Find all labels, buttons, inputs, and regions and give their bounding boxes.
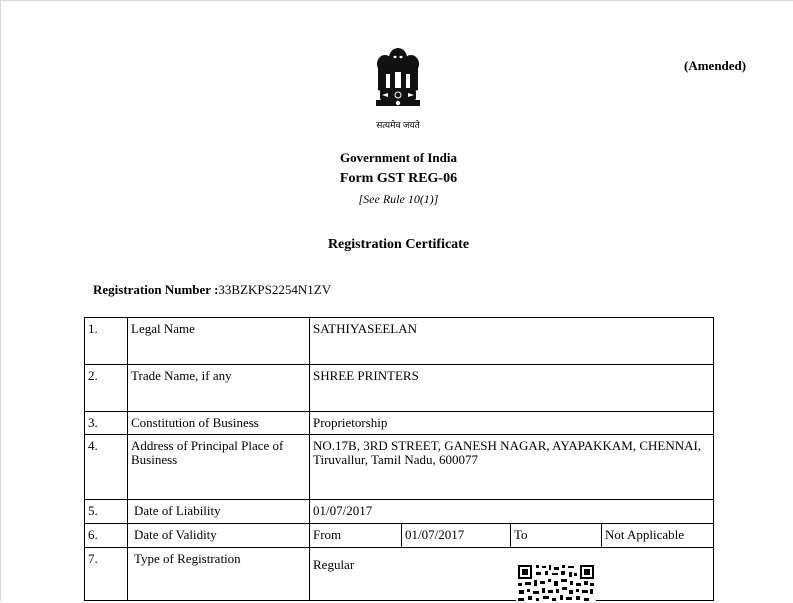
registration-number-value: 33BZKPS2254N1ZV (218, 282, 332, 297)
table-row (85, 318, 714, 365)
table-row (85, 548, 714, 601)
table-row (85, 412, 714, 435)
validity-from-label: From (310, 524, 402, 548)
table-row (85, 524, 714, 548)
liability-date-value: 01/07/2017 (310, 500, 714, 524)
registration-number-label: Registration Number : (93, 282, 219, 297)
certificate-title: Registration Certificate (327, 237, 470, 252)
row-number: 2. (85, 365, 128, 412)
row-label: Date of Validity (128, 524, 310, 548)
validity-to-label: To (511, 524, 602, 548)
legal-name-value: SATHIYASEELAN (310, 318, 714, 365)
table-row (85, 500, 714, 524)
trade-name-value: SHREE PRINTERS (310, 365, 714, 412)
row-label: Address of Principal Place of Business (128, 435, 310, 500)
registration-details-table (84, 317, 714, 601)
row-label: Date of Liability (128, 500, 310, 524)
row-number: 5. (85, 500, 128, 524)
row-number: 4. (85, 435, 128, 500)
row-number: 6. (85, 524, 128, 548)
government-heading: Government of India (340, 150, 457, 165)
constitution-value: Proprietorship (310, 412, 714, 435)
table-row (85, 435, 714, 500)
row-number: 1. (85, 318, 128, 365)
address-value: NO.17B, 3RD STREET, GANESH NAGAR, AYAPAKKAM, CHENNAI, Tiruvallur, Tamil Nadu, 600077 (310, 435, 714, 500)
amended-label: (Amended) (684, 58, 747, 73)
rule-reference: [See Rule 10(1)] (358, 192, 439, 206)
row-number: 3. (85, 412, 128, 435)
row-label: Legal Name (128, 318, 310, 365)
validity-to-value: Not Applicable (602, 524, 714, 548)
row-label: Constitution of Business (128, 412, 310, 435)
row-number: 7. (85, 548, 128, 601)
validity-from-value: 01/07/2017 (402, 524, 511, 548)
row-label: Trade Name, if any (128, 365, 310, 412)
qr-code-icon (516, 563, 596, 603)
registration-number (93, 282, 331, 298)
table-row (85, 365, 714, 412)
row-label: Type of Registration (128, 548, 310, 601)
form-title: Form GST REG-06 (339, 171, 458, 186)
emblem-motto: सत्यमेव जयते (376, 120, 420, 130)
registration-type-value: Regular (310, 548, 714, 601)
